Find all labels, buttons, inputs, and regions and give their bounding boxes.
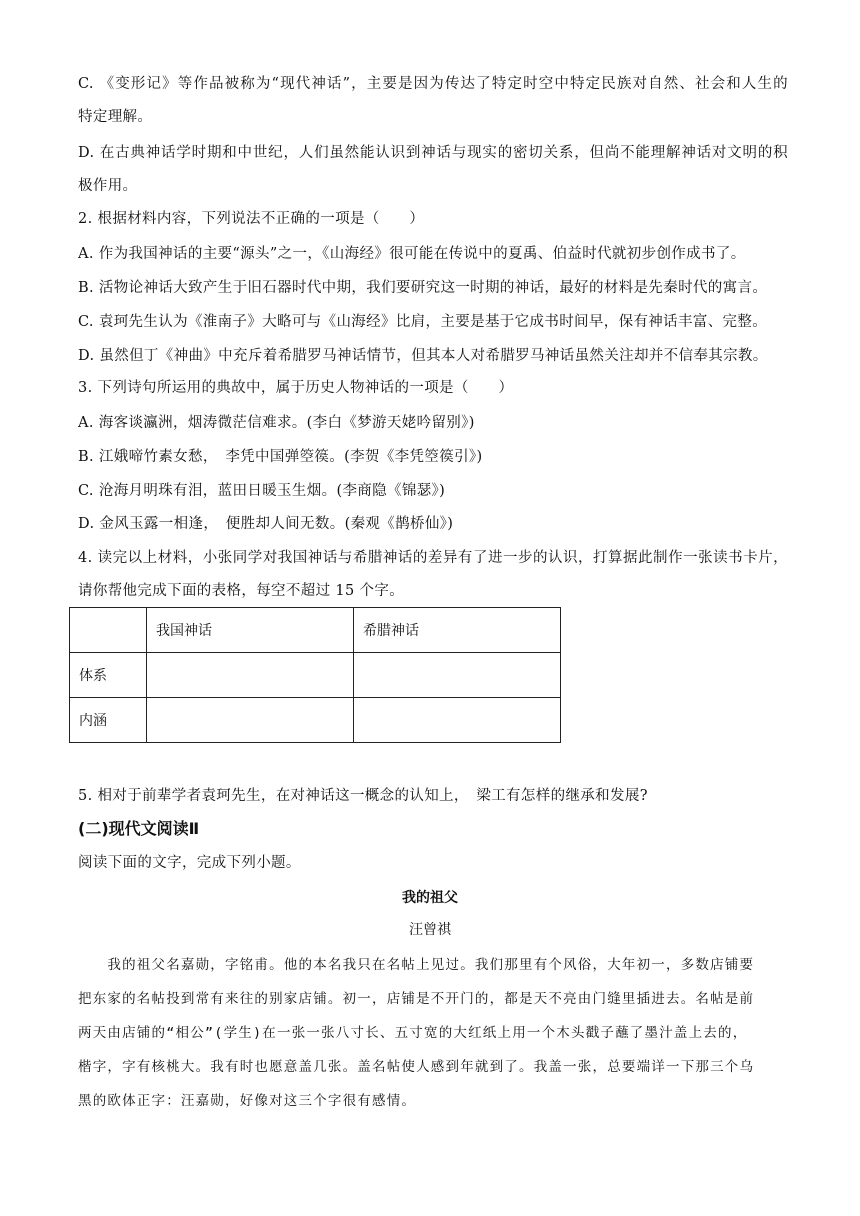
table-cell [70,608,147,653]
table-header-greece: 希腊神话 [354,608,561,653]
answer-cell[interactable] [147,698,354,743]
table-row [70,653,561,698]
q2-stem: 2. 根据材料内容，下列说法不正确的一项是（ ） [78,211,425,227]
q2-option-d: D. 虽然但丁《神曲》中充斥着希腊罗马神话情节，但其本人对希腊罗马神话虽然关注却并不信奉其宗教。 [78,348,768,364]
article-title: 我的祖父 [402,890,458,906]
q2-option-a: A. 作为我国神话的主要“源头”之一，《山海经》很可能在传说中的夏禹、伯益时代就初步创作成书了。 [78,246,746,262]
q1-option-c-line2: 特定理解。 [78,109,153,125]
q1-option-d-line1: D. 在古典神话学时期和中世纪，人们虽然能认识到神话与现实的密切关系，但尚不能理解神话对文明的积 [78,145,788,161]
q2-option-b: B. 活物论神话大致产生于旧石器时代中期，我们要研究这一时期的神话，最好的材料是先秦时代的寓言。 [78,280,768,296]
table-header-china: 我国神话 [147,608,354,653]
paragraph-line: 两天由店铺的“相公”(学生)在一张一张八寸长、五寸宽的大红纸上用一个木头戳子蘸了墨汁盖上去的， [78,1025,748,1041]
q4-stem-line2: 请你帮他完成下面的表格，每空不超过 15 个字。 [78,583,405,599]
table-row [70,698,561,743]
q4-stem-line1: 4. 读完以上材料，小张同学对我国神话与希腊神话的差异有了进一步的认识，打算据此制作一张读书卡片， [78,550,788,566]
reading-card-table [69,607,561,743]
section-instruction: 阅读下面的文字，完成下列小题。 [78,855,301,871]
article-paragraph [78,948,782,1118]
q3-stem: 3. 下列诗句所运用的典故中，属于历史人物神话的一项是（ ） [78,380,514,396]
paragraph-line: 楷字，字有核桃大。我有时也愿意盖几张。盖名帖使人感到年就到了。我盖一张，总要端详一下那三个乌 [78,1059,755,1075]
answer-cell[interactable] [354,698,561,743]
paragraph-line: 我的祖父名嘉勋，字铭甫。他的本名我只在名帖上见过。我们那里有个风俗，大年初一，多数店铺要 [78,957,755,973]
q3-option-c: C. 沧海月明珠有泪，蓝田日暖玉生烟。(李商隐《锦瑟》) [78,483,446,499]
q2-option-c: C. 袁珂先生认为《淮南子》大略可与《山海经》比肩，主要是基于它成书时间早，保有神话丰富、完整。 [78,314,768,330]
q3-option-a: A. 海客谈瀛洲，烟涛微茫信难求。(李白《梦游天姥吟留别》) [78,415,475,431]
q1-option-d-line2: 极作用。 [78,178,138,194]
q3-option-b: B. 江娥啼竹素女愁， 李凭中国弹箜篌。(李贺《李凭箜篌引》) [78,449,483,465]
q1-option-c-line1: C. 《变形记》等作品被称为“现代神话”，主要是因为传达了特定时空中特定民族对自然、社会和人生的 [78,76,788,92]
section-heading: (二)现代文阅读Ⅱ [78,819,200,838]
article-author: 汪曾祺 [409,922,451,938]
row-label-connotation: 内涵 [70,698,147,743]
answer-cell[interactable] [354,653,561,698]
paragraph-line: 黑的欧体正字：汪嘉勋，好像对这三个字很有感情。 [78,1093,417,1109]
paragraph-line: 把东家的名帖投到常有来往的别家店铺。初一，店铺是不开门的，都是天不亮由门缝里插进去。名帖是前 [78,991,755,1007]
q5-stem: 5. 相对于前辈学者袁珂先生，在对神话这一概念的认知上， 梁工有怎样的继承和发展? [78,788,648,804]
row-label-system: 体系 [70,653,147,698]
answer-cell[interactable] [147,653,354,698]
q3-option-d: D. 金风玉露一相逢， 便胜却人间无数。(秦观《鹊桥仙》) [78,516,454,532]
table-header-row [70,608,561,653]
